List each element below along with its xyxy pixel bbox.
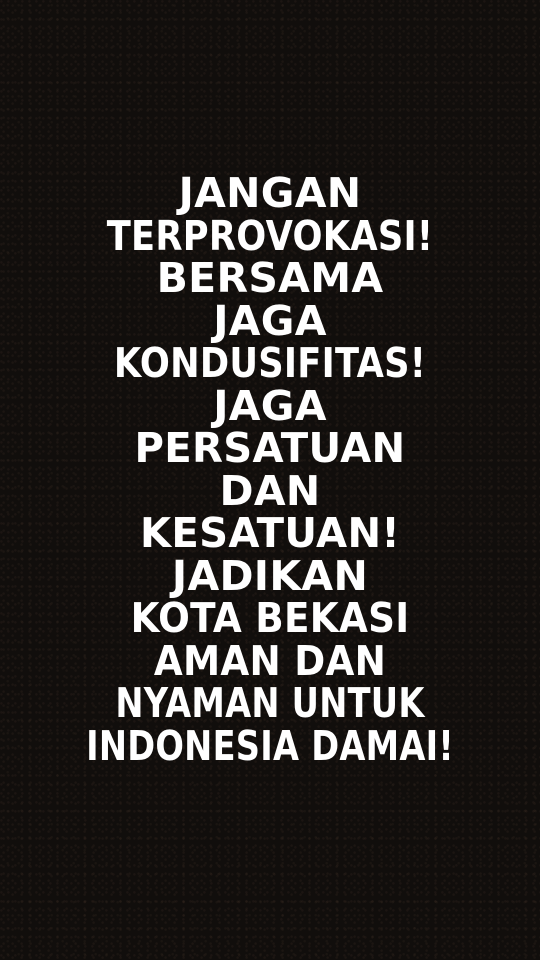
message-line-12: AMAN DAN	[153, 636, 387, 685]
message-line-3: BERSAMA	[156, 254, 384, 302]
message-line-9: KESATUAN!	[139, 509, 400, 557]
message-line-4: JAGA	[213, 296, 327, 345]
message-line-2: TERPROVOKASI!	[106, 211, 434, 260]
message-line-13: NYAMAN UNTUK	[115, 679, 425, 727]
message-line-6: JAGA	[213, 381, 327, 430]
message-line-11: KOTA BEKASI	[130, 594, 410, 642]
message-line-5: KONDUSIFITAS!	[113, 339, 427, 387]
message-line-1: JANGAN	[178, 169, 362, 217]
message-line-7: PERSATUAN	[134, 424, 406, 472]
poster-message	[0, 169, 540, 770]
message-line-8: DAN	[219, 466, 321, 515]
message-line-14: INDONESIA DAMAI!	[86, 721, 454, 770]
message-line-10: JADIKAN	[171, 551, 369, 600]
